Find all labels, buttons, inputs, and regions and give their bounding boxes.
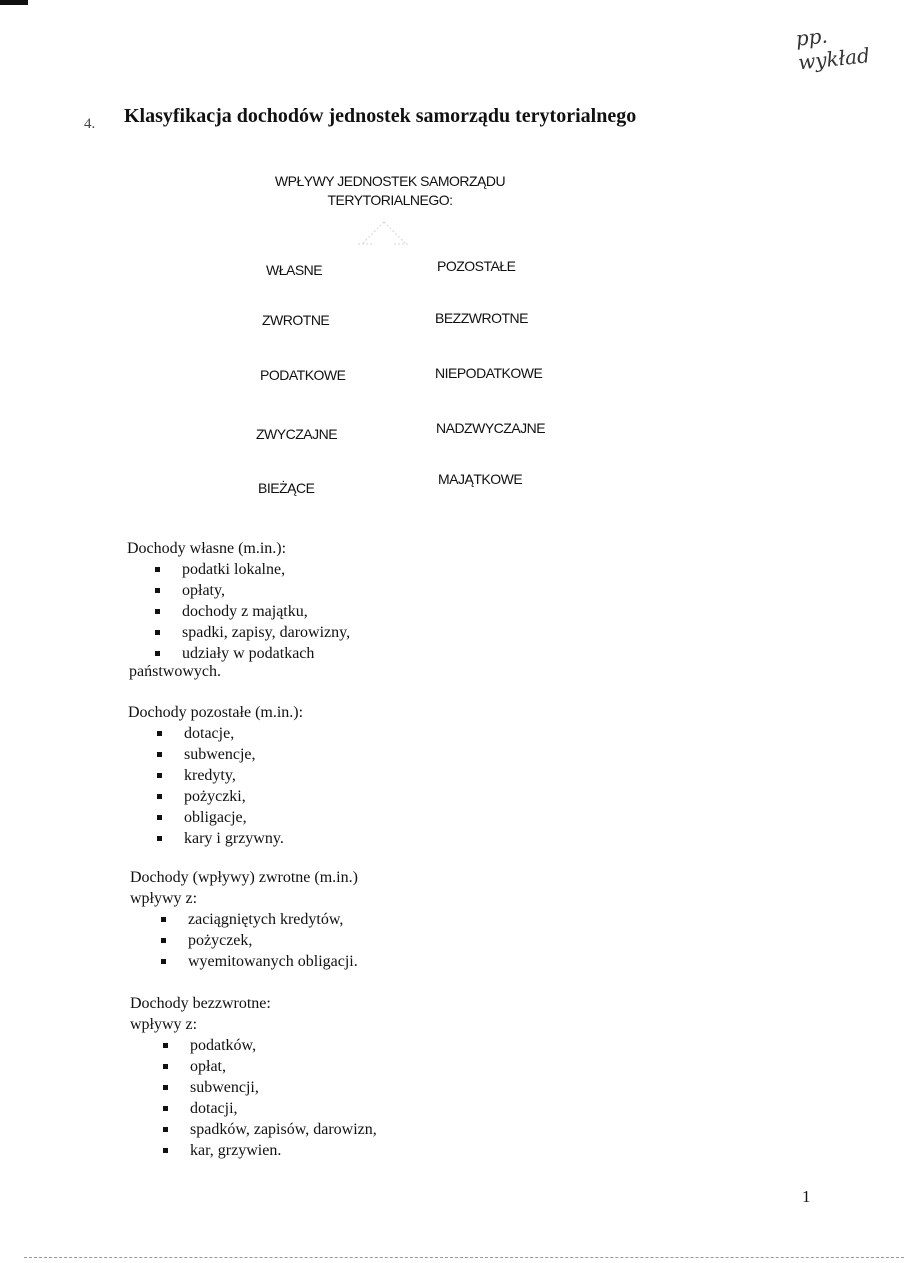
list-item: dotacje, — [184, 723, 303, 744]
list-item: podatków, — [190, 1035, 377, 1056]
category-right-1: POZOSTAŁE — [437, 258, 516, 274]
diagram-heading — [240, 172, 540, 210]
section-dochody-zwrotne — [130, 867, 358, 972]
list-item: dochody z majątku, — [182, 601, 350, 622]
bullet-list — [184, 723, 303, 849]
bullet-list — [182, 559, 350, 664]
bullet-list — [190, 1035, 377, 1161]
list-item: subwencji, — [190, 1077, 377, 1098]
list-item: udziały w podatkach — [182, 643, 350, 664]
section-heading: Dochody (wpływy) zwrotne (m.in.) — [130, 869, 358, 886]
category-right-3: NIEPODATKOWE — [435, 365, 543, 381]
category-left-2: ZWROTNE — [262, 312, 330, 328]
list-item: zaciągniętych kredytów, — [188, 909, 358, 930]
category-left-1: WŁASNE — [266, 262, 323, 278]
list-item-continuation: państwowych. — [129, 663, 221, 680]
section-dochody-bezzwrotne — [130, 993, 377, 1161]
list-item: dotacji, — [190, 1098, 377, 1119]
list-item: obligacje, — [184, 807, 303, 828]
scan-bottom-edge — [24, 1257, 904, 1258]
faint-arrows-icon — [354, 220, 414, 248]
section-subheading: wpływy z: — [130, 890, 198, 907]
list-item: subwencje, — [184, 744, 303, 765]
list-item: opłat, — [190, 1056, 377, 1077]
list-item: spadków, zapisów, darowizn, — [190, 1121, 377, 1138]
page-title: Klasyfikacja dochodów jednostek samorządu terytorialnego — [124, 105, 637, 127]
page-number: 1 — [802, 1187, 811, 1206]
section-dochody-pozostale — [128, 702, 303, 849]
list-item: wyemitowanych obligacji. — [188, 953, 358, 970]
category-left-4: ZWYCZAJNE — [256, 426, 338, 442]
section-heading: Dochody własne (m.in.): — [127, 540, 287, 557]
category-right-2: BEZZWROTNE — [435, 310, 528, 326]
section-heading: Dochody pozostałe (m.in.): — [128, 704, 304, 721]
list-item: kar, grzywien. — [190, 1140, 377, 1161]
list-item: kredyty, — [184, 765, 303, 786]
section-number: 4. — [84, 116, 96, 132]
category-right-4: NADZWYCZAJNE — [436, 420, 546, 436]
section-dochody-wlasne — [127, 538, 350, 664]
list-item: kary i grzywny. — [184, 828, 303, 849]
section-heading: Dochody bezzwrotne: — [130, 995, 271, 1012]
list-item: pożyczek, — [188, 930, 358, 951]
list-item: spadki, zapisy, darowizny, — [182, 624, 351, 641]
category-left-3: PODATKOWE — [260, 367, 346, 383]
diagram-heading-line-1: WPŁYWY JEDNOSTEK SAMORZĄDU — [274, 173, 506, 189]
list-item: pożyczki, — [184, 786, 303, 807]
category-left-5: BIEŻĄCE — [258, 480, 315, 496]
list-item: opłaty, — [182, 580, 350, 601]
list-item: podatki lokalne, — [182, 559, 350, 580]
scan-corner-mark — [0, 0, 28, 5]
handwritten-margin-note: pp. wykład — [794, 23, 871, 75]
section-subheading: wpływy z: — [130, 1016, 198, 1033]
diagram-heading-line-2: TERYTORIALNEGO: — [327, 192, 453, 208]
category-right-5: MAJĄTKOWE — [438, 471, 523, 487]
bullet-list — [188, 909, 358, 972]
